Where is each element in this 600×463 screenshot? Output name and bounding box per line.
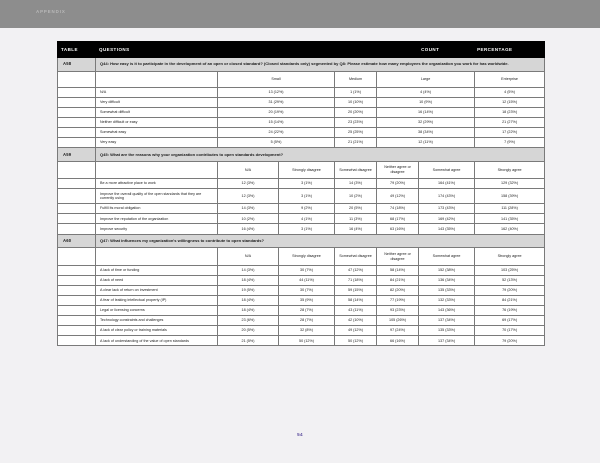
column-header-n-a: N/A <box>218 248 279 265</box>
row-id-spacer <box>58 189 96 204</box>
row-id-spacer <box>58 265 96 275</box>
row-value: 58 (14%) <box>377 265 419 275</box>
table-row <box>58 295 545 305</box>
row-id-spacer <box>58 295 96 305</box>
row-label: A lack of clear policy or training materials <box>96 326 218 336</box>
row-value: 105 (26%) <box>377 316 419 326</box>
table-row <box>58 204 545 214</box>
question-row-a58 <box>58 57 545 71</box>
row-value: 24 (22%) <box>218 128 335 138</box>
row-value: 111 (28%) <box>475 204 545 214</box>
column-header-spacer-label <box>96 162 218 179</box>
row-value: 132 (33%) <box>419 295 475 305</box>
column-header-enterprise: Enterprise <box>475 71 545 87</box>
row-value: 79 (20%) <box>475 285 545 295</box>
row-value: 11 (3%) <box>335 214 377 224</box>
column-header-large: Large <box>377 71 475 87</box>
row-value: 137 (34%) <box>419 336 475 346</box>
row-label: Somewhat easy <box>96 128 218 138</box>
row-value: 137 (34%) <box>419 316 475 326</box>
row-value: 20 (5%) <box>335 204 377 214</box>
row-value: 74 (18%) <box>377 204 419 214</box>
table-row <box>58 306 545 316</box>
row-value: 38 (34%) <box>377 128 475 138</box>
row-id-spacer <box>58 179 96 189</box>
row-value: 28 (7%) <box>279 316 335 326</box>
question-row-a60 <box>58 234 545 248</box>
row-value: 20 (5%) <box>218 326 279 336</box>
row-value: 7 (9%) <box>475 138 545 148</box>
row-value: 30 (7%) <box>279 285 335 295</box>
row-value: 30 (7%) <box>279 265 335 275</box>
row-value: 21 (27%) <box>475 117 545 127</box>
column-header-spacer-id <box>58 248 96 265</box>
row-value: 18 (4%) <box>218 306 279 316</box>
row-value: 12 (15%) <box>475 97 545 107</box>
table-master-header-row <box>58 42 545 58</box>
row-id-spacer <box>58 316 96 326</box>
row-value: 16 (4%) <box>335 224 377 234</box>
row-value: 35 (9%) <box>279 295 335 305</box>
column-header-medium: Medium <box>335 71 377 87</box>
row-label: Somewhat difficult <box>96 107 218 117</box>
row-id-spacer <box>58 128 96 138</box>
table-id-a59: A59 <box>58 148 96 162</box>
row-label: Fulfill its moral obligation <box>96 204 218 214</box>
table-row <box>58 107 545 117</box>
row-value: 20 (19%) <box>218 107 335 117</box>
table-row <box>58 336 545 346</box>
row-value: 21 (5%) <box>218 336 279 346</box>
page-sheet <box>0 28 600 463</box>
appendix-table-body <box>58 42 545 346</box>
row-label: Improve the reputation of the organization <box>96 214 218 224</box>
column-header-somewhat-disagree: Somewhat disagree <box>335 248 377 265</box>
table-row <box>58 285 545 295</box>
row-value: 143 (35%) <box>419 224 475 234</box>
table-row <box>58 326 545 336</box>
row-id-spacer <box>58 285 96 295</box>
row-id-spacer <box>58 97 96 107</box>
row-id-spacer <box>58 336 96 346</box>
row-value: 84 (21%) <box>377 275 419 285</box>
column-header-somewhat-agree: Somewhat agree <box>419 162 475 179</box>
row-value: 129 (32%) <box>475 179 545 189</box>
row-id-spacer <box>58 306 96 316</box>
column-header-small: Small <box>218 71 335 87</box>
row-value: 42 (10%) <box>335 316 377 326</box>
row-value: 97 (24%) <box>377 326 419 336</box>
row-value: 10 (2%) <box>218 214 279 224</box>
row-value: 49 (12%) <box>335 326 377 336</box>
row-value: 16 (4%) <box>218 224 279 234</box>
column-header-strongly-agree: Strongly agree <box>475 162 545 179</box>
row-value: 49 (12%) <box>377 189 419 204</box>
row-value: 76 (19%) <box>475 306 545 316</box>
column-header-somewhat-agree: Somewhat agree <box>419 248 475 265</box>
row-value: 169 (42%) <box>419 214 475 224</box>
row-id-spacer <box>58 275 96 285</box>
row-value: 23 (6%) <box>218 316 279 326</box>
row-value: 93 (23%) <box>377 306 419 316</box>
row-value: 4 (1%) <box>279 214 335 224</box>
row-value: 20 (20%) <box>335 107 377 117</box>
row-value: 3 (1%) <box>279 179 335 189</box>
column-header-row-a60 <box>58 248 545 265</box>
row-value: 82 (20%) <box>377 285 419 295</box>
row-value: 63 (16%) <box>377 224 419 234</box>
header-cell-questions: QUESTIONS <box>96 42 419 58</box>
row-value: 32 (8%) <box>279 326 335 336</box>
row-value: 136 (34%) <box>419 275 475 285</box>
row-value: 3 (1%) <box>279 224 335 234</box>
row-value: 69 (17%) <box>475 316 545 326</box>
row-label: A lack of time or funding <box>96 265 218 275</box>
row-value: 50 (12%) <box>335 336 377 346</box>
column-header-spacer-label <box>96 248 218 265</box>
appendix-header-band <box>0 0 600 28</box>
row-value: 31 (29%) <box>218 97 335 107</box>
table-id-a60: A60 <box>58 234 96 248</box>
row-id-spacer <box>58 87 96 97</box>
row-id-spacer <box>58 107 96 117</box>
header-cell-count: COUNT <box>419 42 475 58</box>
column-header-row-a58 <box>58 71 545 87</box>
row-value: 173 (43%) <box>419 204 475 214</box>
column-header-n-a: N/A <box>218 162 279 179</box>
column-header-strongly-disagree: Strongly disagree <box>279 248 335 265</box>
row-value: 23 (23%) <box>335 117 377 127</box>
question-text-a59: Q45: What are the reasons why your organization contributes to open standards development? <box>96 148 545 162</box>
table-row <box>58 97 545 107</box>
appendix-section-label: APPENDIX <box>36 9 66 14</box>
table-row <box>58 179 545 189</box>
row-value: 28 (7%) <box>279 306 335 316</box>
row-label: A lack of need <box>96 275 218 285</box>
row-label: Be a more attractive place to work <box>96 179 218 189</box>
row-value: 135 (33%) <box>419 326 475 336</box>
question-text-a58: Q44: How easy is it to participate in the development of an open or closed standard? (Closed standards only) segmented by Q8: Please estimate how many employees the organization you work for has worldwide. <box>96 57 545 71</box>
row-id-spacer <box>58 224 96 234</box>
column-header-spacer-label <box>96 71 218 87</box>
column-header-spacer-id <box>58 71 96 87</box>
row-value: 43 (11%) <box>335 306 377 316</box>
row-value: 50 (12%) <box>279 336 335 346</box>
row-value: 32 (29%) <box>377 117 475 127</box>
column-header-somewhat-disagree: Somewhat disagree <box>335 162 377 179</box>
row-id-spacer <box>58 117 96 127</box>
column-header-neither-agree-or-disagree: Neither agree or disagree <box>377 248 419 265</box>
row-label: Improve the overall quality of the open standards that they are currently using <box>96 189 218 204</box>
row-value: 18 (23%) <box>475 107 545 117</box>
table-row <box>58 214 545 224</box>
row-value: 21 (21%) <box>335 138 377 148</box>
column-header-neither-agree-or-disagree: Neither agree or disagree <box>377 162 419 179</box>
row-value: 71 (18%) <box>335 275 377 285</box>
column-header-spacer-id <box>58 162 96 179</box>
row-label: A fear of leaking intellectual property (IP) <box>96 295 218 305</box>
row-value: 10 (10%) <box>335 97 377 107</box>
row-value: 4 (4%) <box>377 87 475 97</box>
row-value: 47 (12%) <box>335 265 377 275</box>
row-value: 66 (16%) <box>377 336 419 346</box>
row-id-spacer <box>58 138 96 148</box>
row-value: 13 (12%) <box>218 87 335 97</box>
row-value: 3 (1%) <box>279 189 335 204</box>
row-label: Technology constraints and challenges <box>96 316 218 326</box>
row-value: 10 (9%) <box>377 97 475 107</box>
table-row <box>58 128 545 138</box>
row-label: Very difficult <box>96 97 218 107</box>
appendix-tables-container <box>57 41 544 346</box>
row-label: Neither difficult or easy <box>96 117 218 127</box>
row-value: 77 (19%) <box>377 295 419 305</box>
column-header-strongly-agree: Strongly agree <box>475 248 545 265</box>
row-value: 14 (3%) <box>218 265 279 275</box>
table-row <box>58 87 545 97</box>
row-value: 15 (14%) <box>218 117 335 127</box>
row-value: 9 (2%) <box>279 204 335 214</box>
row-label: A lack of understanding of the value of open standards <box>96 336 218 346</box>
header-cell-table: TABLE <box>58 42 96 58</box>
row-value: 12 (3%) <box>218 189 279 204</box>
row-value: 44 (11%) <box>279 275 335 285</box>
row-value: 10 (2%) <box>335 189 377 204</box>
column-header-strongly-disagree: Strongly disagree <box>279 162 335 179</box>
row-value: 14 (3%) <box>218 204 279 214</box>
row-value: 152 (38%) <box>419 265 475 275</box>
row-value: 18 (4%) <box>218 295 279 305</box>
row-value: 19 (5%) <box>218 285 279 295</box>
row-id-spacer <box>58 204 96 214</box>
row-value: 12 (3%) <box>218 179 279 189</box>
page-number: 54 <box>297 432 303 437</box>
row-value: 18 (4%) <box>218 275 279 285</box>
row-value: 143 (36%) <box>419 306 475 316</box>
table-id-a58: A58 <box>58 57 96 71</box>
header-cell-percentage: PERCENTAGE <box>475 42 545 58</box>
row-value: 79 (20%) <box>475 336 545 346</box>
row-value: 17 (22%) <box>475 128 545 138</box>
row-value: 135 (33%) <box>419 285 475 295</box>
question-row-a59 <box>58 148 545 162</box>
row-value: 58 (14%) <box>335 295 377 305</box>
row-value: 103 (25%) <box>475 265 545 275</box>
question-text-a60: Q47: What influences my organization's willingness to contribute to open standards? <box>96 234 545 248</box>
row-value: 174 (43%) <box>419 189 475 204</box>
row-label: A clear lack of return on investment <box>96 285 218 295</box>
row-id-spacer <box>58 326 96 336</box>
row-value: 52 (13%) <box>475 275 545 285</box>
table-row <box>58 316 545 326</box>
row-id-spacer <box>58 214 96 224</box>
row-value: 12 (11%) <box>377 138 475 148</box>
row-value: 14 (3%) <box>335 179 377 189</box>
row-value: 141 (35%) <box>475 214 545 224</box>
row-value: 158 (39%) <box>475 189 545 204</box>
table-row <box>58 117 545 127</box>
row-value: 68 (17%) <box>377 214 419 224</box>
table-row <box>58 189 545 204</box>
row-value: 79 (20%) <box>377 179 419 189</box>
row-value: 25 (25%) <box>335 128 377 138</box>
row-label: N/A <box>96 87 218 97</box>
column-header-row-a59 <box>58 162 545 179</box>
row-value: 162 (40%) <box>475 224 545 234</box>
appendix-table <box>57 41 545 346</box>
row-value: 84 (21%) <box>475 295 545 305</box>
row-value: 4 (5%) <box>475 87 545 97</box>
row-value: 5 (5%) <box>218 138 335 148</box>
row-label: Legal or licensing concerns <box>96 306 218 316</box>
table-row <box>58 275 545 285</box>
row-value: 59 (15%) <box>335 285 377 295</box>
table-row <box>58 224 545 234</box>
table-row <box>58 138 545 148</box>
row-value: 164 (41%) <box>419 179 475 189</box>
row-value: 70 (17%) <box>475 326 545 336</box>
row-value: 1 (1%) <box>335 87 377 97</box>
table-row <box>58 265 545 275</box>
row-label: Very easy <box>96 138 218 148</box>
row-value: 16 (14%) <box>377 107 475 117</box>
row-label: Improve security <box>96 224 218 234</box>
